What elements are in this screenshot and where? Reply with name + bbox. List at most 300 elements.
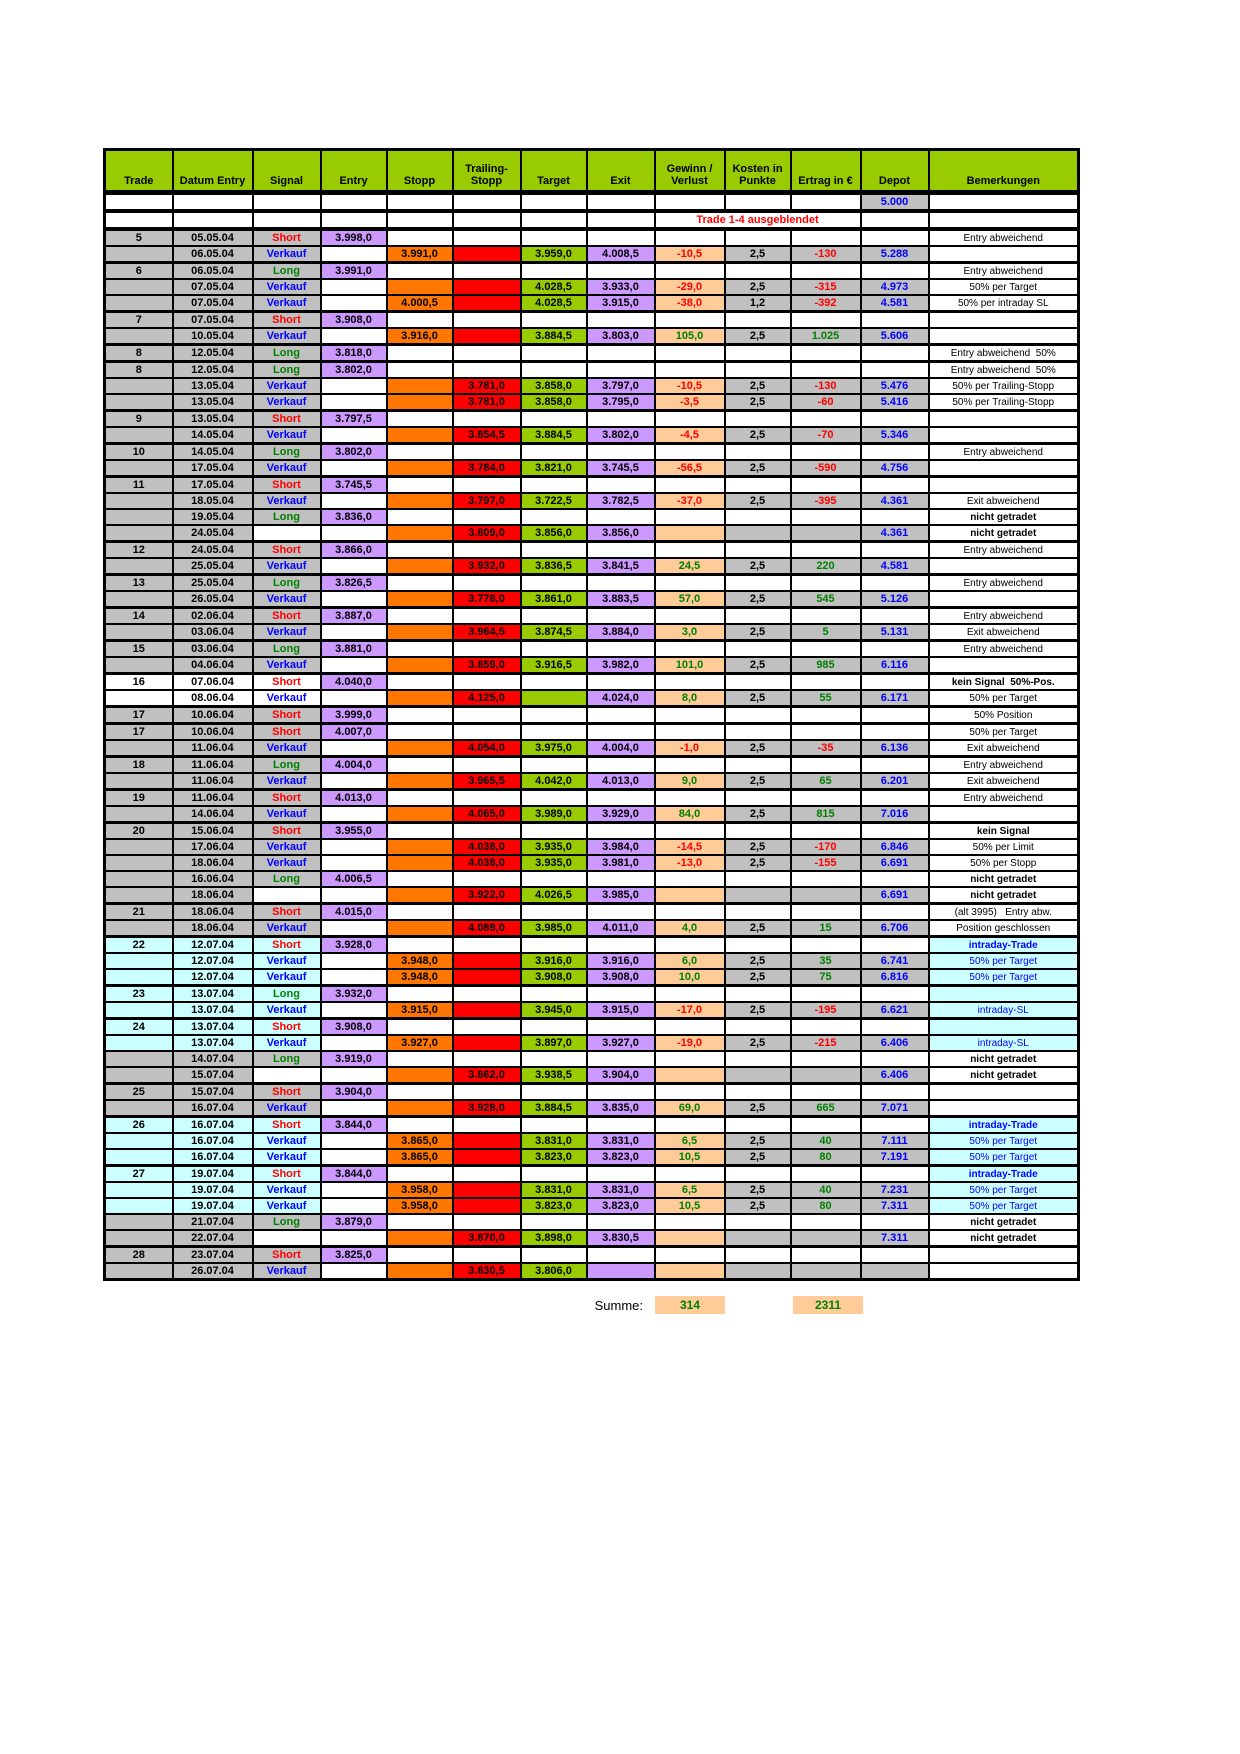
cell-ertrag-euro[interactable]	[791, 542, 861, 559]
cell-gewinn-verlust[interactable]	[655, 904, 725, 921]
cell-signal[interactable]: Verkauf	[253, 427, 321, 444]
cell-bemerkung[interactable]: intraday-Trade	[929, 1117, 1079, 1134]
cell-stopp[interactable]	[387, 411, 453, 428]
cell-signal[interactable]	[253, 1230, 321, 1247]
cell-depot[interactable]	[861, 362, 929, 379]
cell-signal[interactable]: Verkauf	[253, 1035, 321, 1051]
cell-signal[interactable]: Verkauf	[253, 1133, 321, 1149]
cell-target[interactable]	[521, 263, 587, 280]
cell-signal[interactable]: Verkauf	[253, 493, 321, 509]
cell-stopp[interactable]: 3.927,0	[387, 1035, 453, 1051]
cell-entry[interactable]: 3.879,0	[321, 1214, 387, 1230]
cell-depot[interactable]: 6.621	[861, 1002, 929, 1019]
cell-bemerkung[interactable]: 50% per Trailing-Stopp	[929, 394, 1079, 411]
cell-trailing-stopp[interactable]	[453, 937, 521, 954]
cell-kosten-punkte[interactable]: 2,5	[725, 328, 791, 345]
cell-exit[interactable]	[587, 211, 655, 229]
cell-bemerkung[interactable]: 50% per Target	[929, 1133, 1079, 1149]
cell-ertrag-euro[interactable]: 5	[791, 624, 861, 641]
cell-trailing-stopp[interactable]	[453, 295, 521, 312]
cell-exit[interactable]	[587, 986, 655, 1003]
cell-target[interactable]	[521, 1214, 587, 1230]
cell-ertrag-euro[interactable]	[791, 1214, 861, 1230]
cell-gewinn-verlust[interactable]: -56,5	[655, 460, 725, 477]
cell-exit[interactable]	[587, 411, 655, 428]
cell-gewinn-verlust[interactable]	[655, 1230, 725, 1247]
cell-depot[interactable]: 6.706	[861, 920, 929, 937]
cell-trailing-stopp[interactable]	[453, 707, 521, 724]
cell-ertrag-euro[interactable]	[791, 575, 861, 592]
cell-kosten-punkte[interactable]	[725, 312, 791, 329]
cell-trailing-stopp[interactable]	[453, 1019, 521, 1036]
cell-ertrag-euro[interactable]: 985	[791, 657, 861, 674]
cell-depot[interactable]: 6.406	[861, 1035, 929, 1051]
cell-target[interactable]: 4.028,5	[521, 279, 587, 295]
cell-stopp[interactable]	[387, 1230, 453, 1247]
cell-kosten-punkte[interactable]	[725, 937, 791, 954]
cell-datum-entry[interactable]: 19.07.04	[173, 1198, 253, 1214]
cell-trailing-stopp[interactable]: 3.797,0	[453, 493, 521, 509]
cell-trade[interactable]: 22	[105, 937, 173, 954]
cell-entry[interactable]: 4.007,0	[321, 724, 387, 741]
cell-signal[interactable]: Verkauf	[253, 839, 321, 855]
cell-stopp[interactable]	[387, 211, 453, 229]
cell-entry[interactable]	[321, 690, 387, 707]
cell-datum-entry[interactable]	[173, 193, 253, 212]
cell-depot[interactable]	[861, 757, 929, 774]
cell-depot[interactable]: 7.311	[861, 1198, 929, 1214]
cell-bemerkung[interactable]: Entry abweichend	[929, 757, 1079, 774]
cell-entry[interactable]: 3.802,0	[321, 362, 387, 379]
cell-signal[interactable]	[253, 211, 321, 229]
cell-datum-entry[interactable]: 18.05.04	[173, 493, 253, 509]
cell-trailing-stopp[interactable]: 3.859,0	[453, 657, 521, 674]
cell-stopp[interactable]	[387, 1247, 453, 1264]
cell-stopp[interactable]	[387, 690, 453, 707]
cell-target[interactable]	[521, 411, 587, 428]
cell-trade[interactable]	[105, 871, 173, 887]
cell-exit[interactable]: 3.823,0	[587, 1149, 655, 1166]
cell-signal[interactable]: Verkauf	[253, 953, 321, 969]
summe-euro-value[interactable]: 2311	[793, 1296, 863, 1314]
cell-depot[interactable]: 7.071	[861, 1100, 929, 1117]
cell-ertrag-euro[interactable]	[791, 937, 861, 954]
cell-exit[interactable]: 3.830,5	[587, 1230, 655, 1247]
cell-kosten-punkte[interactable]: 2,5	[725, 773, 791, 790]
cell-target[interactable]	[521, 790, 587, 807]
cell-stopp[interactable]	[387, 1214, 453, 1230]
cell-kosten-punkte[interactable]: 2,5	[725, 1198, 791, 1214]
cell-exit[interactable]	[587, 707, 655, 724]
cell-entry[interactable]	[321, 211, 387, 229]
cell-target[interactable]: 3.985,0	[521, 920, 587, 937]
cell-ertrag-euro[interactable]: -395	[791, 493, 861, 509]
cell-gewinn-verlust[interactable]: 3,0	[655, 624, 725, 641]
cell-depot[interactable]: 6.741	[861, 953, 929, 969]
cell-gewinn-verlust[interactable]	[655, 312, 725, 329]
cell-kosten-punkte[interactable]	[725, 790, 791, 807]
cell-datum-entry[interactable]: 05.05.04	[173, 229, 253, 246]
cell-entry[interactable]: 4.015,0	[321, 904, 387, 921]
cell-depot[interactable]	[861, 641, 929, 658]
cell-ertrag-euro[interactable]: -215	[791, 1035, 861, 1051]
cell-datum-entry[interactable]: 07.06.04	[173, 674, 253, 691]
cell-bemerkung[interactable]: 50% per intraday SL	[929, 295, 1079, 312]
cell-signal[interactable]: Verkauf	[253, 558, 321, 575]
cell-bemerkung[interactable]	[929, 460, 1079, 477]
cell-entry[interactable]: 3.991,0	[321, 263, 387, 280]
cell-kosten-punkte[interactable]	[725, 674, 791, 691]
cell-trade[interactable]	[105, 394, 173, 411]
cell-target[interactable]	[521, 641, 587, 658]
cell-target[interactable]: 3.898,0	[521, 1230, 587, 1247]
cell-stopp[interactable]	[387, 1067, 453, 1084]
cell-bemerkung[interactable]	[929, 1263, 1079, 1280]
cell-ertrag-euro[interactable]: -130	[791, 378, 861, 394]
cell-entry[interactable]	[321, 193, 387, 212]
cell-exit[interactable]: 3.797,0	[587, 378, 655, 394]
cell-depot[interactable]	[861, 871, 929, 887]
cell-trade[interactable]	[105, 493, 173, 509]
cell-signal[interactable]: Verkauf	[253, 246, 321, 263]
cell-gewinn-verlust[interactable]	[655, 641, 725, 658]
cell-trade[interactable]: 20	[105, 823, 173, 840]
cell-bemerkung[interactable]: nicht getradet	[929, 887, 1079, 904]
cell-exit[interactable]	[587, 790, 655, 807]
cell-ertrag-euro[interactable]: 55	[791, 690, 861, 707]
cell-kosten-punkte[interactable]	[725, 1019, 791, 1036]
cell-entry[interactable]: 3.904,0	[321, 1084, 387, 1101]
cell-trade[interactable]: 10	[105, 444, 173, 461]
cell-gewinn-verlust[interactable]: 9,0	[655, 773, 725, 790]
cell-kosten-punkte[interactable]	[725, 444, 791, 461]
cell-exit[interactable]: 3.927,0	[587, 1035, 655, 1051]
cell-stopp[interactable]	[387, 279, 453, 295]
summe-points-value[interactable]: 314	[655, 1296, 725, 1314]
cell-stopp[interactable]	[387, 855, 453, 871]
cell-entry[interactable]: 3.836,0	[321, 509, 387, 525]
cell-trade[interactable]	[105, 1035, 173, 1051]
cell-depot[interactable]: 6.406	[861, 1067, 929, 1084]
cell-entry[interactable]	[321, 427, 387, 444]
cell-stopp[interactable]	[387, 608, 453, 625]
cell-bemerkung[interactable]	[929, 411, 1079, 428]
cell-entry[interactable]: 3.919,0	[321, 1051, 387, 1067]
cell-kosten-punkte[interactable]: 2,5	[725, 1100, 791, 1117]
cell-target[interactable]	[521, 362, 587, 379]
cell-entry[interactable]	[321, 279, 387, 295]
cell-trailing-stopp[interactable]	[453, 279, 521, 295]
cell-trailing-stopp[interactable]	[453, 312, 521, 329]
cell-trailing-stopp[interactable]	[453, 674, 521, 691]
cell-exit[interactable]: 3.831,0	[587, 1182, 655, 1198]
cell-ertrag-euro[interactable]: 35	[791, 953, 861, 969]
cell-datum-entry[interactable]: 26.05.04	[173, 591, 253, 608]
cell-datum-entry[interactable]: 07.05.04	[173, 279, 253, 295]
cell-gewinn-verlust[interactable]	[655, 1051, 725, 1067]
cell-exit[interactable]	[587, 1019, 655, 1036]
cell-trailing-stopp[interactable]	[453, 542, 521, 559]
cell-bemerkung[interactable]: nicht getradet	[929, 509, 1079, 525]
cell-datum-entry[interactable]: 13.07.04	[173, 1019, 253, 1036]
cell-depot[interactable]: 6.691	[861, 855, 929, 871]
cell-datum-entry[interactable]: 16.06.04	[173, 871, 253, 887]
cell-stopp[interactable]	[387, 542, 453, 559]
cell-entry[interactable]: 3.999,0	[321, 707, 387, 724]
cell-target[interactable]: 3.831,0	[521, 1133, 587, 1149]
cell-datum-entry[interactable]: 10.06.04	[173, 707, 253, 724]
cell-bemerkung[interactable]	[929, 211, 1079, 229]
cell-bemerkung[interactable]: Entry abweichend 50%	[929, 345, 1079, 362]
cell-kosten-punkte[interactable]	[725, 1247, 791, 1264]
cell-trailing-stopp[interactable]	[453, 1214, 521, 1230]
cell-kosten-punkte[interactable]: 2,5	[725, 806, 791, 823]
cell-entry[interactable]	[321, 394, 387, 411]
cell-stopp[interactable]	[387, 345, 453, 362]
cell-kosten-punkte[interactable]	[725, 904, 791, 921]
cell-stopp[interactable]	[387, 525, 453, 542]
cell-depot[interactable]	[861, 411, 929, 428]
cell-trailing-stopp[interactable]	[453, 953, 521, 969]
cell-stopp[interactable]	[387, 591, 453, 608]
cell-bemerkung[interactable]	[929, 477, 1079, 494]
cell-target[interactable]: 3.856,0	[521, 525, 587, 542]
cell-gewinn-verlust[interactable]: -4,5	[655, 427, 725, 444]
cell-target[interactable]: 3.806,0	[521, 1263, 587, 1280]
cell-signal[interactable]: Short	[253, 229, 321, 246]
cell-stopp[interactable]	[387, 641, 453, 658]
cell-target[interactable]	[521, 608, 587, 625]
cell-bemerkung[interactable]: nicht getradet	[929, 1230, 1079, 1247]
cell-trade[interactable]	[105, 279, 173, 295]
cell-bemerkung[interactable]: intraday-SL	[929, 1035, 1079, 1051]
cell-entry[interactable]: 3.844,0	[321, 1117, 387, 1134]
cell-entry[interactable]	[321, 969, 387, 986]
cell-datum-entry[interactable]: 22.07.04	[173, 1230, 253, 1247]
cell-bemerkung[interactable]: 50% per Target	[929, 1182, 1079, 1198]
cell-ertrag-euro[interactable]	[791, 707, 861, 724]
cell-signal[interactable]: Verkauf	[253, 460, 321, 477]
cell-datum-entry[interactable]: 16.07.04	[173, 1133, 253, 1149]
cell-stopp[interactable]	[387, 839, 453, 855]
cell-target[interactable]: 3.884,5	[521, 427, 587, 444]
cell-kosten-punkte[interactable]: 2,5	[725, 378, 791, 394]
cell-gewinn-verlust[interactable]: -37,0	[655, 493, 725, 509]
cell-datum-entry[interactable]: 14.05.04	[173, 444, 253, 461]
cell-ertrag-euro[interactable]	[791, 193, 861, 212]
cell-signal[interactable]: Verkauf	[253, 1100, 321, 1117]
cell-ertrag-euro[interactable]	[791, 525, 861, 542]
cell-signal[interactable]: Long	[253, 1051, 321, 1067]
cell-target[interactable]	[521, 1247, 587, 1264]
cell-trade[interactable]: 9	[105, 411, 173, 428]
cell-gewinn-verlust[interactable]: 24,5	[655, 558, 725, 575]
cell-stopp[interactable]	[387, 740, 453, 757]
cell-kosten-punkte[interactable]	[725, 229, 791, 246]
cell-exit[interactable]: 3.985,0	[587, 887, 655, 904]
cell-kosten-punkte[interactable]: 2,5	[725, 690, 791, 707]
cell-stopp[interactable]	[387, 674, 453, 691]
cell-bemerkung[interactable]: 50% per Trailing-Stopp	[929, 378, 1079, 394]
cell-trailing-stopp[interactable]	[453, 1247, 521, 1264]
cell-depot[interactable]: 5.606	[861, 328, 929, 345]
cell-gewinn-verlust[interactable]	[655, 871, 725, 887]
cell-ertrag-euro[interactable]	[791, 411, 861, 428]
cell-target[interactable]: 3.975,0	[521, 740, 587, 757]
cell-ertrag-euro[interactable]: -170	[791, 839, 861, 855]
cell-signal[interactable]: Long	[253, 362, 321, 379]
cell-bemerkung[interactable]: Exit abweichend	[929, 773, 1079, 790]
cell-signal[interactable]: Verkauf	[253, 773, 321, 790]
cell-ertrag-euro[interactable]: -392	[791, 295, 861, 312]
cell-bemerkung[interactable]: nicht getradet	[929, 1214, 1079, 1230]
cell-signal[interactable]: Short	[253, 542, 321, 559]
cell-bemerkung[interactable]: Entry abweichend	[929, 790, 1079, 807]
cell-exit[interactable]: 4.011,0	[587, 920, 655, 937]
cell-ertrag-euro[interactable]: 665	[791, 1100, 861, 1117]
cell-bemerkung[interactable]: Entry abweichend	[929, 608, 1079, 625]
cell-ertrag-euro[interactable]: -35	[791, 740, 861, 757]
cell-trade[interactable]	[105, 1002, 173, 1019]
cell-entry[interactable]	[321, 887, 387, 904]
cell-trade[interactable]: 15	[105, 641, 173, 658]
cell-depot[interactable]: 6.116	[861, 657, 929, 674]
cell-signal[interactable]: Verkauf	[253, 1182, 321, 1198]
cell-entry[interactable]	[321, 920, 387, 937]
cell-kosten-punkte[interactable]	[725, 1263, 791, 1280]
cell-trade[interactable]	[105, 427, 173, 444]
cell-depot[interactable]: 4.973	[861, 279, 929, 295]
cell-signal[interactable]: Verkauf	[253, 657, 321, 674]
cell-trailing-stopp[interactable]	[453, 790, 521, 807]
cell-exit[interactable]	[587, 477, 655, 494]
cell-target[interactable]: 3.884,5	[521, 328, 587, 345]
cell-ertrag-euro[interactable]: 815	[791, 806, 861, 823]
cell-exit[interactable]: 3.915,0	[587, 295, 655, 312]
cell-trailing-stopp[interactable]	[453, 823, 521, 840]
cell-entry[interactable]: 3.908,0	[321, 312, 387, 329]
cell-exit[interactable]	[587, 575, 655, 592]
cell-kosten-punkte[interactable]: 2,5	[725, 839, 791, 855]
cell-trailing-stopp[interactable]	[453, 229, 521, 246]
cell-datum-entry[interactable]: 16.07.04	[173, 1100, 253, 1117]
cell-exit[interactable]	[587, 674, 655, 691]
cell-trade[interactable]: 6	[105, 263, 173, 280]
cell-signal[interactable]: Verkauf	[253, 806, 321, 823]
cell-trade[interactable]	[105, 525, 173, 542]
cell-ertrag-euro[interactable]	[791, 1247, 861, 1264]
cell-exit[interactable]	[587, 757, 655, 774]
cell-depot[interactable]	[861, 1117, 929, 1134]
cell-trade[interactable]: 13	[105, 575, 173, 592]
cell-kosten-punkte[interactable]: 2,5	[725, 591, 791, 608]
cell-exit[interactable]	[587, 1051, 655, 1067]
cell-ertrag-euro[interactable]	[791, 757, 861, 774]
cell-kosten-punkte[interactable]: 2,5	[725, 1002, 791, 1019]
cell-bemerkung[interactable]	[929, 657, 1079, 674]
cell-depot[interactable]: 7.016	[861, 806, 929, 823]
cell-signal[interactable]: Short	[253, 937, 321, 954]
cell-trade[interactable]	[105, 328, 173, 345]
cell-datum-entry[interactable]: 03.06.04	[173, 641, 253, 658]
cell-signal[interactable]: Verkauf	[253, 591, 321, 608]
cell-kosten-punkte[interactable]	[725, 525, 791, 542]
cell-stopp[interactable]: 3.915,0	[387, 1002, 453, 1019]
cell-exit[interactable]	[587, 345, 655, 362]
cell-stopp[interactable]	[387, 624, 453, 641]
cell-datum-entry[interactable]: 12.07.04	[173, 969, 253, 986]
cell-bemerkung[interactable]: kein Signal	[929, 823, 1079, 840]
cell-gewinn-verlust[interactable]	[655, 362, 725, 379]
cell-exit[interactable]	[587, 1117, 655, 1134]
cell-bemerkung[interactable]	[929, 1084, 1079, 1101]
cell-target[interactable]: 3.938,5	[521, 1067, 587, 1084]
cell-trade[interactable]	[105, 1067, 173, 1084]
cell-trade[interactable]	[105, 953, 173, 969]
cell-bemerkung[interactable]	[929, 1100, 1079, 1117]
cell-ertrag-euro[interactable]	[791, 641, 861, 658]
cell-depot[interactable]: 4.581	[861, 558, 929, 575]
cell-target[interactable]	[521, 724, 587, 741]
cell-trailing-stopp[interactable]	[453, 904, 521, 921]
cell-ertrag-euro[interactable]	[791, 1166, 861, 1183]
cell-entry[interactable]	[321, 1133, 387, 1149]
cell-stopp[interactable]	[387, 558, 453, 575]
cell-target[interactable]: 3.861,0	[521, 591, 587, 608]
cell-gewinn-verlust[interactable]	[655, 477, 725, 494]
cell-entry[interactable]	[321, 1100, 387, 1117]
cell-bemerkung[interactable]: nicht getradet	[929, 525, 1079, 542]
cell-gewinn-verlust[interactable]	[655, 724, 725, 741]
cell-exit[interactable]: 4.013,0	[587, 773, 655, 790]
cell-target[interactable]: 3.945,0	[521, 1002, 587, 1019]
cell-entry[interactable]	[321, 378, 387, 394]
cell-depot[interactable]: 5.346	[861, 427, 929, 444]
cell-kosten-punkte[interactable]	[725, 509, 791, 525]
cell-gewinn-verlust[interactable]	[655, 542, 725, 559]
cell-stopp[interactable]	[387, 1117, 453, 1134]
cell-target[interactable]: 4.028,5	[521, 295, 587, 312]
cell-bemerkung[interactable]: 50% per Target	[929, 1198, 1079, 1214]
cell-signal[interactable]: Verkauf	[253, 969, 321, 986]
cell-gewinn-verlust[interactable]: 10,0	[655, 969, 725, 986]
cell-trade[interactable]	[105, 1051, 173, 1067]
cell-target[interactable]	[521, 674, 587, 691]
cell-trailing-stopp[interactable]	[453, 871, 521, 887]
cell-target[interactable]	[521, 937, 587, 954]
cell-exit[interactable]	[587, 823, 655, 840]
cell-entry[interactable]: 3.745,5	[321, 477, 387, 494]
cell-exit[interactable]: 3.982,0	[587, 657, 655, 674]
cell-datum-entry[interactable]: 12.07.04	[173, 937, 253, 954]
cell-gewinn-verlust[interactable]: 69,0	[655, 1100, 725, 1117]
cell-bemerkung[interactable]: nicht getradet	[929, 1067, 1079, 1084]
cell-depot[interactable]: 4.361	[861, 525, 929, 542]
cell-datum-entry[interactable]: 13.05.04	[173, 394, 253, 411]
cell-datum-entry[interactable]: 10.06.04	[173, 724, 253, 741]
cell-ertrag-euro[interactable]	[791, 362, 861, 379]
cell-ertrag-euro[interactable]	[791, 263, 861, 280]
cell-datum-entry[interactable]: 13.07.04	[173, 1035, 253, 1051]
cell-datum-entry[interactable]	[173, 211, 253, 229]
cell-kosten-punkte[interactable]	[725, 193, 791, 212]
cell-trailing-stopp[interactable]	[453, 1198, 521, 1214]
cell-trade[interactable]: 18	[105, 757, 173, 774]
cell-trailing-stopp[interactable]	[453, 1133, 521, 1149]
cell-depot[interactable]	[861, 823, 929, 840]
cell-kosten-punkte[interactable]	[725, 724, 791, 741]
cell-trade[interactable]	[105, 460, 173, 477]
